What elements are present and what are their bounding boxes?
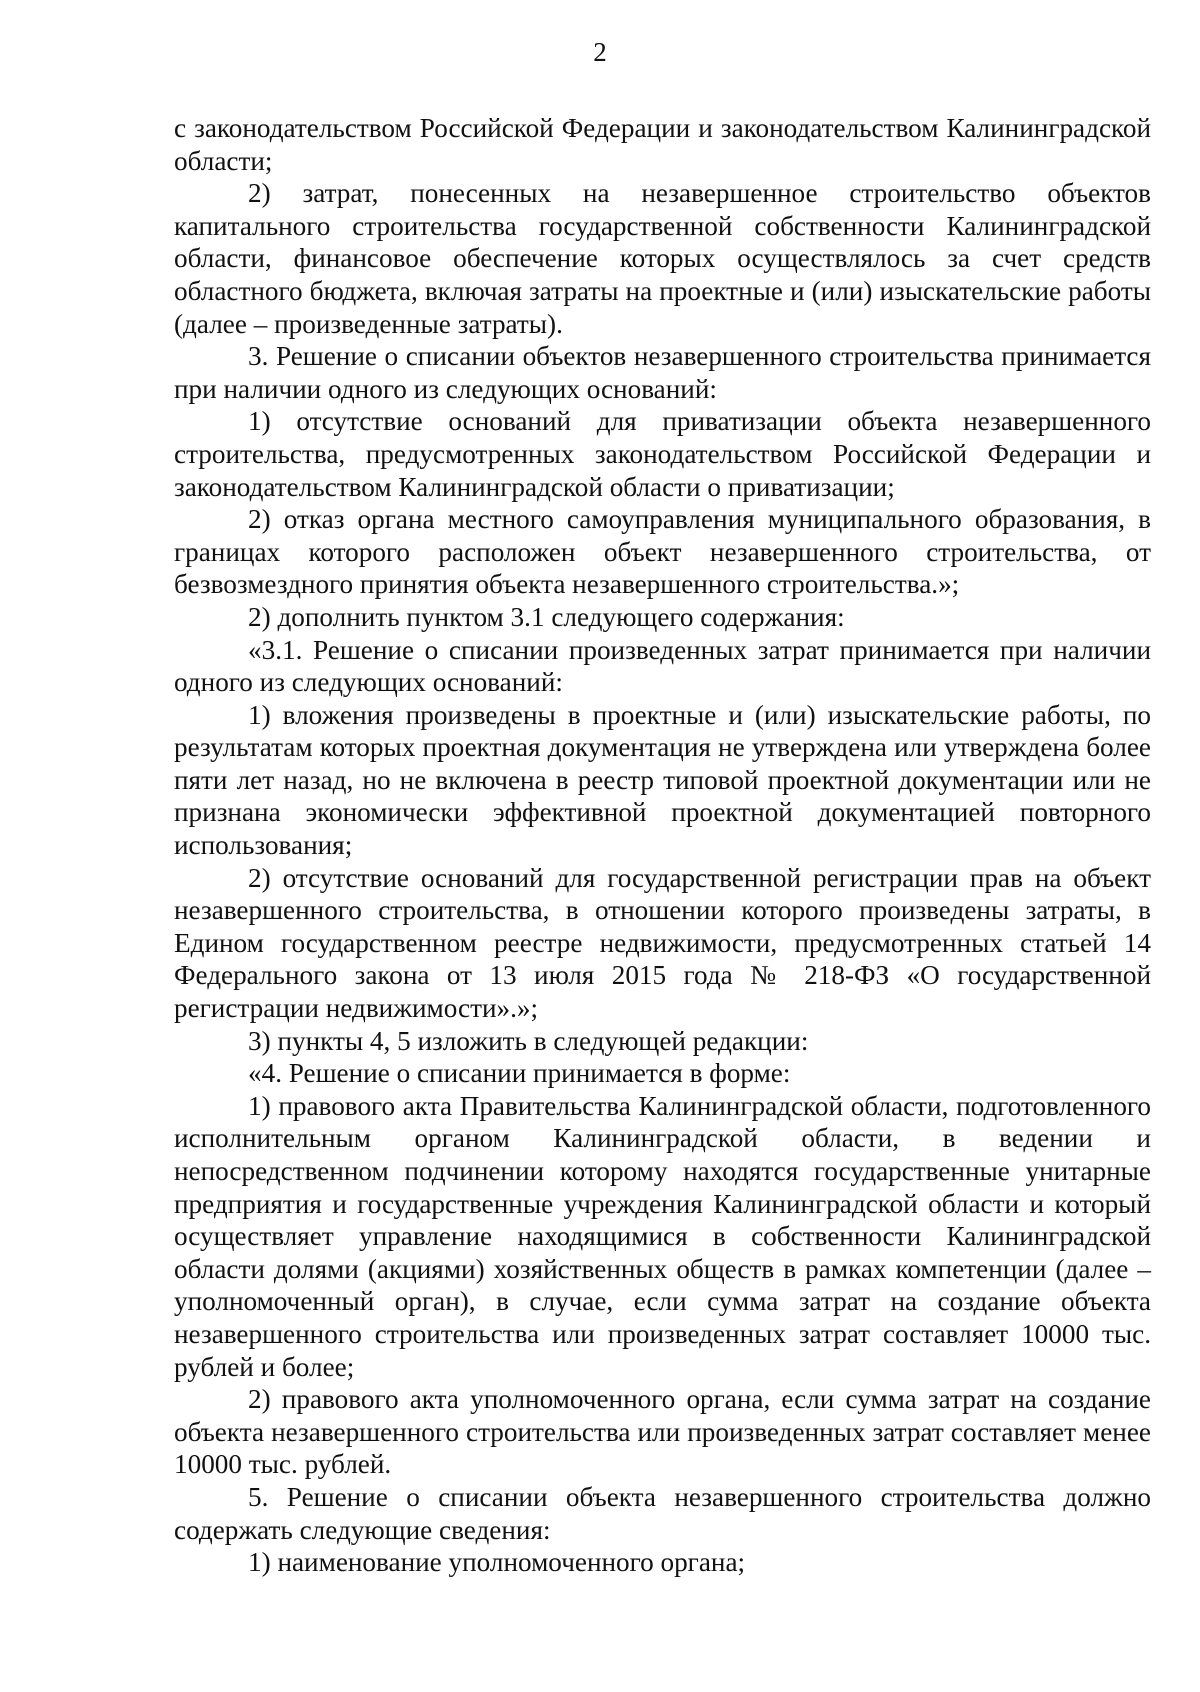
paragraph: 1) правового акта Правительства Калининградской области, подготовленного исполнительным органом Калининградской области, в ведении и непосредственном подчинении которому находятся государственные унитарные предприятия и государственные учреждения Калининградской области и который осуществляет управление находящимися в собственности Калининградской области долями (акциями) хозяйственных обществ в рамках компетенции (далее – уполномоченный орган), в случае, если сумма затрат на создание объекта незавершенного строительства или произведенных затрат составляет 10000 тыс. рублей и более; <box>174 1090 1151 1382</box>
page-number: 2 <box>593 37 607 67</box>
paragraph: 3. Решение о списании объектов незавершенного строительства принимается при наличии одного из следующих оснований: <box>174 341 1151 404</box>
paragraph: 1) наименование уполномоченного органа; <box>248 1547 746 1578</box>
paragraph: 3) пункты 4, 5 изложить в следующей редакции: <box>248 1025 809 1056</box>
paragraph: 2) дополнить пунктом 3.1 следующего содержания: <box>248 601 845 632</box>
paragraph: 5. Решение о списании объекта незавершенного строительства должно содержать следующие сведения: <box>174 1481 1151 1545</box>
document-body <box>174 112 1151 1579</box>
paragraph: 1) вложения произведены в проектные и (или) изыскательские работы, по результатам которых проектная документация не утверждена или утверждена более пяти лет назад, но не включена в реестр типовой проектной документации или не признана экономически эффективной проектной документацией повторного использования; <box>174 699 1151 861</box>
paragraph: «3.1. Решение о списании произведенных затрат принимается при наличии одного из следующих оснований: <box>174 634 1151 698</box>
paragraph: 2) отсутствие оснований для государственной регистрации прав на объект незавершенного строительства, в отношении которого произведены затраты, в Едином государственном реестре недвижимости, предусмотренных статьей 14 Федерального закона от 13 июля 2015 года № 218-ФЗ «О государственной регистрации недвижимости».»; <box>174 862 1151 1024</box>
paragraph: 1) отсутствие оснований для приватизации объекта незавершенного строительства, предусмотренных законодательством Российской Федерации и законодательством Калининградской области о приватизации; <box>174 406 1151 502</box>
paragraph: «4. Решение о списании принимается в форме: <box>248 1058 791 1089</box>
paragraph: 2) правового акта уполномоченного органа, если сумма затрат на создание объекта незавершенного строительства или произведенных затрат составляет менее 10000 тыс. рублей. <box>174 1384 1151 1480</box>
paragraph: 2) затрат, понесенных на незавершенное строительство объектов капитального строительства государственной собственности Калининградской области, финансовое обеспечение которых осуществлялось за счет средств областного бюджета, включая затраты на проектные и (или) изыскательские работы (далее – произведенные затраты). <box>174 178 1151 339</box>
paragraph: 2) отказ органа местного самоуправления муниципального образования, в границах которого расположен объект незавершенного строительства, от безвозмездного принятия объекта незавершенного строительства.»; <box>174 504 1151 600</box>
paragraph: с законодательством Российской Федерации и законодательством Калининградской области; <box>174 113 1151 176</box>
